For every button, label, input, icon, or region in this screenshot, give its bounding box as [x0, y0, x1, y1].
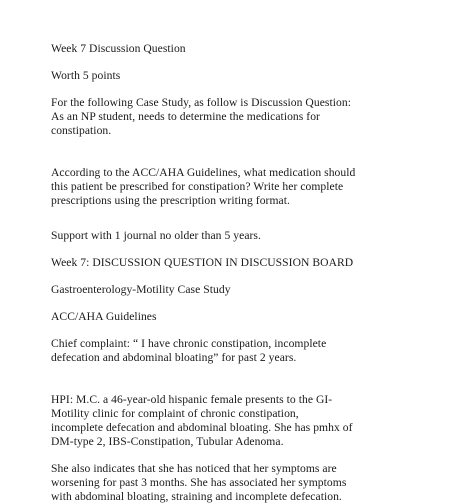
discussion-board-heading: Week 7: DISCUSSION QUESTION IN DISCUSSION BOARD [51, 256, 354, 269]
symptoms-paragraph: She also indicates that she has noticed that her symptoms are worsening for past 3 months. She has associated her symptoms with abdominal bloating, straining and incomplete defecation. [51, 462, 347, 503]
guidelines-label: ACC/AHA Guidelines [51, 310, 157, 323]
document-body [51, 42, 411, 504]
document-title: Week 7 Discussion Question [51, 42, 186, 55]
points-value: Worth 5 points [51, 69, 121, 82]
chief-complaint: Chief complaint: “ I have chronic constipation, incomplete defecation and abdominal bloating” for past 2 years. [51, 337, 327, 364]
hpi-paragraph: HPI: M.C. a 46-year-old hispanic female presents to the GI- Motility clinic for complaint of chronic constipation, incomplete defecation and abdominal bloating. She has pmhx of DM-type 2, IBS-Constipation, Tubular Adenoma. [51, 393, 353, 448]
case-study-title: Gastroenterology-Motility Case Study [51, 283, 231, 296]
guideline-question: According to the ACC/AHA Guidelines, what medication should this patient be prescribed for constipation? Write her complete prescriptions using the prescription writing format. [51, 166, 356, 207]
case-study-intro: For the following Case Study, as follow is Discussion Question: As an NP student, needs to determine the medications for constipation. [51, 96, 351, 137]
support-requirement: Support with 1 journal no older than 5 years. [51, 229, 261, 242]
